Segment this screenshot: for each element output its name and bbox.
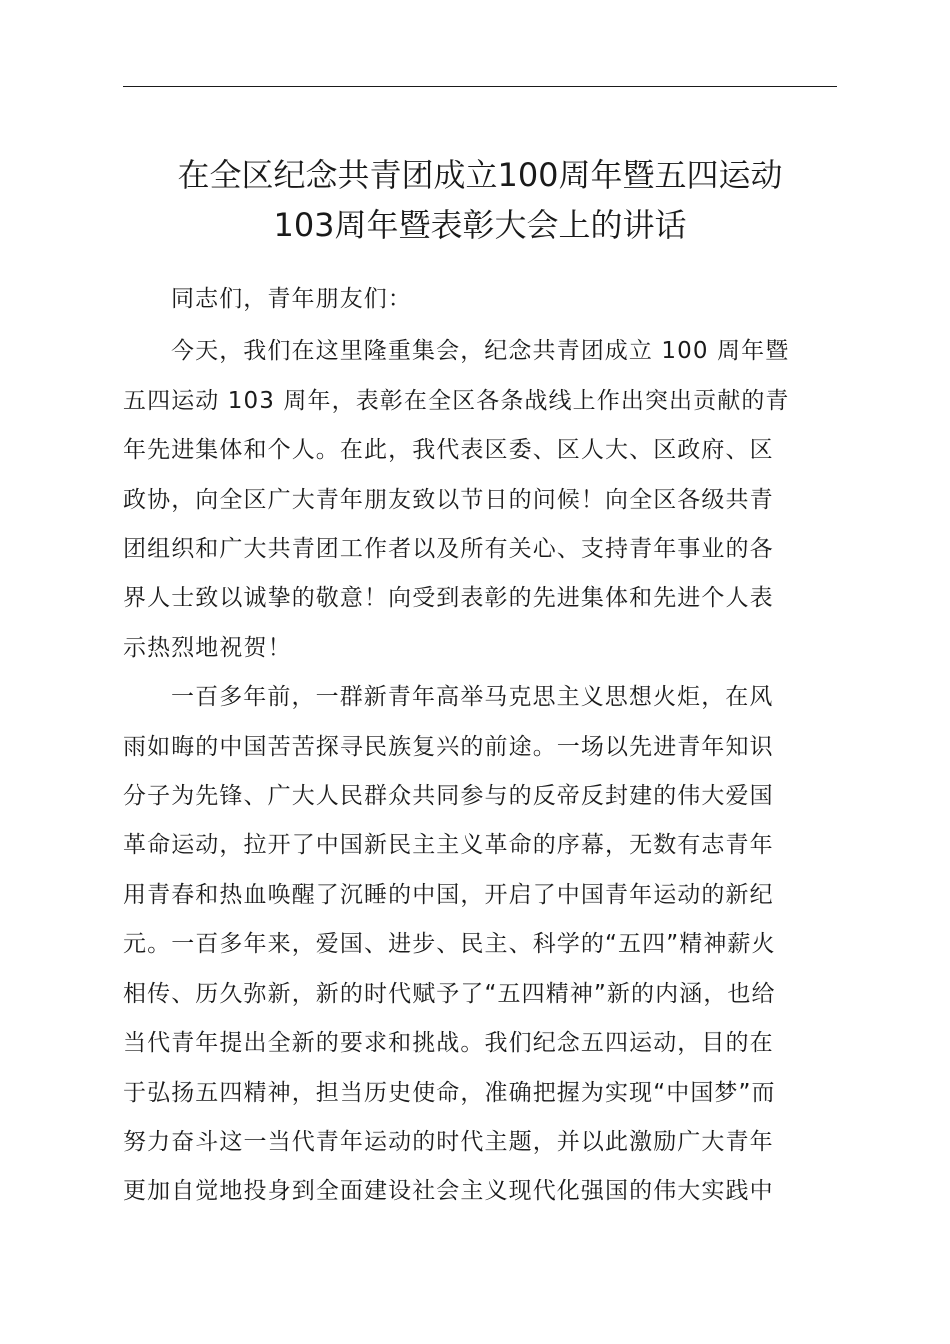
paragraph-line: 政协，向全区广大青年朋友致以节日的问候！向全区各级共青 — [123, 486, 774, 513]
paragraph-line: 团组织和广大共青团工作者以及所有关心、支持青年事业的各 — [123, 536, 774, 563]
paragraph-line: 更加自觉地投身到全面建设社会主义现代化强国的伟大实践中 — [123, 1178, 774, 1205]
paragraph-line: 五四运动 103 周年，表彰在全区各条战线上作出突出贡献的青 — [123, 387, 790, 414]
title-line: 在全区纪念共青团成立100周年暨五四运动 — [177, 156, 783, 194]
document-title — [100, 150, 860, 250]
title-line: 103周年暨表彰大会上的讲话 — [273, 206, 687, 244]
paragraph-line: 用青春和热血唤醒了沉睡的中国，开启了中国青年运动的新纪 — [123, 881, 774, 908]
paragraph-line: 分子为先锋、广大人民群众共同参与的反帝反封建的伟大爱国 — [123, 783, 774, 810]
paragraph-1 — [123, 327, 837, 673]
paragraph-line: 于弘扬五四精神，担当历史使命，准确把握为实现“中国梦”而 — [123, 1079, 776, 1106]
paragraph-line: 当代青年提出全新的要求和挑战。我们纪念五四运动，目的在 — [123, 1030, 774, 1057]
paragraph-2 — [123, 673, 837, 1216]
paragraph-line: 一百多年前，一群新青年高举马克思主义思想火炬，在风 — [171, 684, 774, 711]
paragraph-line: 努力奋斗这一当代青年运动的时代主题，并以此激励广大青年 — [123, 1128, 774, 1155]
greeting-line: 同志们，青年朋友们： — [171, 286, 412, 312]
paragraph-line: 年先进集体和个人。在此，我代表区委、区人大、区政府、区 — [123, 437, 774, 464]
document-body — [123, 275, 837, 1217]
paragraph-line: 示热烈地祝贺！ — [123, 634, 292, 661]
paragraph-line: 界人士致以诚挚的敬意！向受到表彰的先进集体和先进个人表 — [123, 585, 774, 612]
paragraph-line: 今天，我们在这里隆重集会，纪念共青团成立 100 周年暨 — [171, 338, 790, 365]
paragraph-line: 元。一百多年来，爱国、进步、民主、科学的“五四”精神薪火 — [123, 931, 776, 958]
paragraph-line: 雨如晦的中国苦苦探寻民族复兴的前途。一场以先进青年知识 — [123, 733, 774, 760]
paragraph-line: 相传、历久弥新，新的时代赋予了“五四精神”新的内涵，也给 — [123, 980, 776, 1007]
header-rule — [123, 86, 837, 87]
paragraph-line: 革命运动，拉开了中国新民主主义革命的序幕，无数有志青年 — [123, 832, 774, 859]
